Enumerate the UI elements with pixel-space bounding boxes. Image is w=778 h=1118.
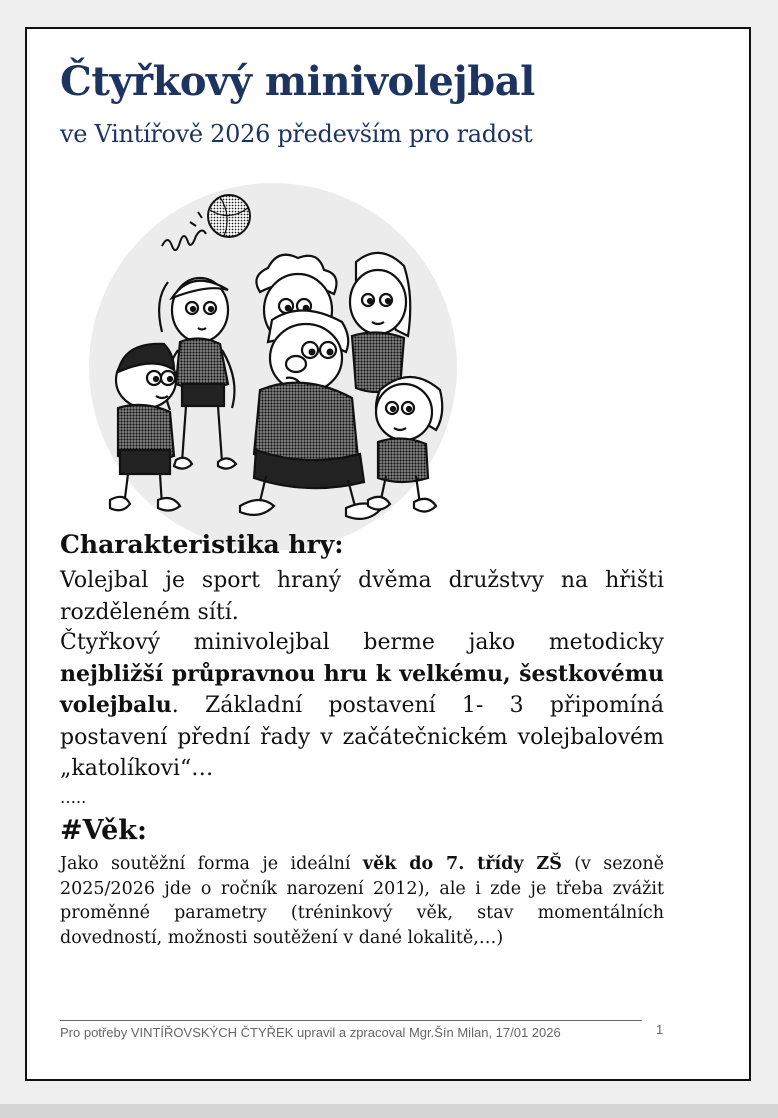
- ellipsis-dots: …..: [60, 788, 87, 807]
- paragraph-minivolleyball-description: [60, 627, 664, 785]
- section-heading-age: #Věk:: [60, 815, 147, 846]
- footer-divider: [60, 1020, 642, 1021]
- page-number: 1: [656, 1022, 664, 1037]
- paragraph-age-description: [60, 852, 664, 950]
- document-title: Čtyřkový minivolejbal: [60, 58, 535, 105]
- kid-figure-tall-girl: [350, 253, 410, 392]
- volleyball-icon: [208, 195, 250, 237]
- viewer-bottom-edge: [0, 1104, 778, 1118]
- paragraph-text: Čtyřkový minivolejbal berme jako metodicky: [60, 630, 664, 655]
- paragraph-volleyball-definition: Volejbal je sport hraný dvěma družstvy na hřišti rozděleném sítí.: [60, 568, 664, 625]
- paragraph-bold-text: nejbližší průpravnou hru k velkému, šestkovému volejbalu: [60, 660, 664, 718]
- paragraph-bold-text: věk do 7. třídy ZŠ: [362, 854, 562, 874]
- footer-credit: Pro potřeby VINTÍŘOVSKÝCH ČTYŘEK upravil a zpracoval Mgr.Šín Milan, 17/01 2026: [60, 1025, 561, 1040]
- document-subtitle: ve Vintířově 2026 především pro radost: [60, 120, 533, 148]
- paragraph-text: . Základní postavení 1- 3 připomíná postavení přední řady v začátečnickém volejbalovém „katolíkovi“…: [60, 693, 664, 781]
- volleyball-kids-illustration: [60, 150, 470, 550]
- paragraph-text: (v sezoně 2025/2026 jde o ročník narození 2012), ale i zde je třeba zvážit proměnné parametry (tréninkový věk, stav momentálních dovedností, možnosti soutěžení v dané lokalitě,…): [60, 854, 664, 948]
- section-heading-characteristics: Charakteristika hry:: [60, 530, 344, 559]
- paragraph-text: Jako soutěžní forma je ideální: [60, 854, 363, 874]
